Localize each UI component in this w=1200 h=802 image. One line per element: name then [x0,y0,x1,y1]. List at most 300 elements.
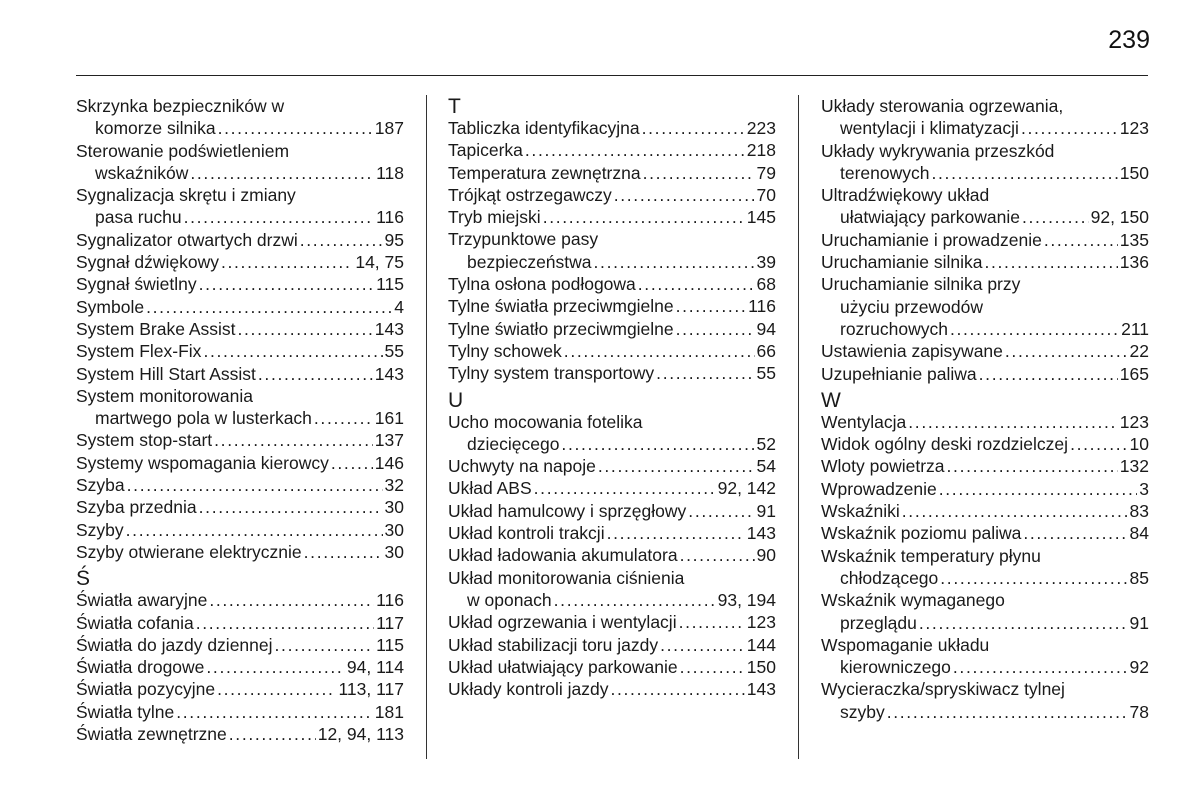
entry-term: Sygnał dźwiękowy [76,252,219,273]
index-entry [448,500,776,522]
index-column-2 [448,95,776,700]
entry-line [821,701,1149,723]
entry-page-ref: 39 [756,251,776,272]
dot-leader [127,474,383,496]
entry-line [821,411,1149,433]
dot-leader [214,429,373,451]
entry-page-ref: 66 [756,340,776,361]
dot-leader [908,411,1118,433]
entry-line [448,411,776,433]
entry-page-ref: 54 [756,456,776,477]
entry-term: System monitorowania [76,385,254,406]
dot-leader [919,612,1128,634]
entry-page-ref: 30 [384,541,404,562]
entry-line [448,522,776,544]
entry-page-ref: 12, 94, 113 [317,724,404,745]
dot-leader [676,295,746,317]
entry-term: kierowniczego [840,657,951,678]
dot-leader [126,519,383,541]
entry-page-ref: 135 [1119,229,1149,250]
entry-line [448,362,776,384]
dot-leader [614,184,755,206]
section-letter: T [448,95,461,118]
entry-term: Uruchamianie silnika przy [821,274,1021,295]
entry-line [448,455,776,477]
entry-line [821,251,1149,273]
dot-leader [643,162,755,184]
dot-leader [561,433,754,455]
entry-term: Wskaźnik poziomu paliwa [821,523,1022,544]
entry-page-ref: 123 [1119,411,1149,432]
entry-term: Uzupełnianie paliwa [821,363,977,384]
section-letter: Ś [76,567,91,591]
index-column-1 [76,95,404,745]
entry-page-ref: 145 [746,207,776,228]
column-divider-2 [798,95,799,759]
entry-page-ref: 113, 117 [338,679,404,700]
entry-page-ref: 14, 75 [355,252,404,273]
entry-page-ref: 143 [374,318,404,339]
index-entry [76,340,404,362]
entry-line [821,318,1149,340]
dot-leader [1044,229,1118,251]
entry-term: Układ ogrzewania i wentylacji [448,612,677,633]
entry-page-ref: 84 [1129,523,1149,544]
entry-page-ref: 143 [746,523,776,544]
entry-line [821,500,1149,522]
index-entry [76,656,404,678]
dot-leader [258,363,373,385]
entry-line [448,295,776,317]
dot-leader [680,544,755,566]
entry-term: Szyba przednia [76,497,197,518]
entry-line [821,634,1149,656]
entry-term: Układ kontroli trakcji [448,523,605,544]
index-entry [448,184,776,206]
entry-line [821,522,1149,544]
index-entry [76,273,404,295]
index-column-3 [821,95,1149,723]
entry-line [821,184,1149,206]
dot-leader [564,340,755,362]
entry-term: Systemy wspomagania kierowcy [76,452,329,473]
section-letter: W [821,388,841,412]
entry-line [448,611,776,633]
entry-page-ref: 92, 142 [717,478,776,499]
index-entry [448,411,776,456]
index-entry [821,340,1149,362]
entry-line [448,340,776,362]
index-entry [448,295,776,317]
entry-term: Światła tylne [76,701,175,722]
entry-line [76,229,404,251]
entry-page-ref: 4 [394,296,404,317]
entry-line [76,184,404,206]
entry-page-ref: 143 [746,679,776,700]
entry-page-ref: 94, 114 [346,657,404,678]
entry-term: martwego pola w lusterkach [95,408,312,429]
entry-line [448,184,776,206]
entry-line [821,229,1149,251]
entry-line [76,407,404,429]
index-entry [821,184,1149,229]
entry-term: Wskaźniki [821,501,900,522]
entry-line [448,656,776,678]
index-entry [448,340,776,362]
entry-page-ref: 132 [1119,456,1149,477]
entry-line [448,318,776,340]
entry-line [821,678,1149,700]
entry-line [76,363,404,385]
entry-line [76,385,404,407]
dot-leader [314,407,373,429]
entry-term: Ucho mocowania fotelika [448,411,643,432]
entry-line [76,296,404,318]
entry-line [448,567,776,589]
entry-line [76,117,404,139]
entry-line [76,541,404,563]
dot-leader [146,296,392,318]
entry-page-ref: 68 [756,274,776,295]
entry-term: Widok ogólny deski rozdzielczej [821,434,1069,455]
page-number: 239 [1108,26,1150,54]
entry-page-ref: 150 [746,656,776,677]
index-entry [76,519,404,541]
entry-line [821,567,1149,589]
entry-term: Wskaźnik wymaganego [821,590,1005,611]
dot-leader [984,251,1117,273]
entry-term: Symbole [76,296,145,317]
index-entry [821,273,1149,340]
dot-leader [184,206,375,228]
entry-term: w oponach [467,589,552,610]
entry-line [821,478,1149,500]
index-entry [76,140,404,185]
entry-line [448,162,776,184]
entry-term: wskaźników [95,162,189,183]
index-entry [448,544,776,566]
entry-line [76,95,404,117]
index-entry [76,251,404,273]
entry-page-ref: 116 [376,590,404,611]
entry-line [76,429,404,451]
entry-page-ref: 30 [384,519,404,540]
entry-term: Tryb miejski [448,207,541,228]
index-entry [448,522,776,544]
entry-term: Temperatura zewnętrzna [448,162,641,183]
index-entry [76,429,404,451]
entry-term: System stop-start [76,430,213,451]
dot-leader [203,340,382,362]
entry-term: Skrzynka bezpieczników w [76,96,285,116]
dot-leader [660,634,745,656]
entry-page-ref: 95 [384,229,404,250]
index-entry [448,117,776,139]
entry-term: Wspomaganie układu [821,634,990,655]
index-entry [448,318,776,340]
entry-line [821,273,1149,295]
entry-page-ref: 116 [748,296,776,317]
entry-term: Układ stabilizacji toru jazdy [448,634,659,655]
index-entry [448,162,776,184]
entry-page-ref: 137 [374,430,404,451]
index-entry [821,95,1149,140]
entry-line [821,162,1149,184]
index-entry [821,522,1149,544]
entry-line [821,117,1149,139]
index-entry [821,251,1149,273]
entry-page-ref: 22 [1129,341,1149,362]
entry-page-ref: 115 [376,634,404,655]
entry-term: Szyby otwierane elektrycznie [76,541,302,562]
entry-line [821,455,1149,477]
entry-term: Wycieraczka/spryskiwacz tylnej [821,679,1065,700]
entry-line [448,228,776,250]
entry-page-ref: 93, 194 [717,589,776,610]
entry-page-ref: 30 [384,497,404,518]
entry-line [76,340,404,362]
dot-leader [950,318,1119,340]
entry-page-ref: 187 [374,118,404,139]
index-entry [821,140,1149,185]
dot-leader [209,589,374,611]
entry-term: Tylny system transportowy [448,363,655,384]
dot-leader [218,117,373,139]
entry-page-ref: 144 [746,634,776,655]
entry-term: Wprowadzenie [821,478,937,499]
entry-line [76,519,404,541]
dot-leader [642,117,745,139]
index-entry [821,589,1149,634]
entry-page-ref: 10 [1129,434,1149,455]
dot-leader [607,522,745,544]
entry-term: Trójkąt ostrzegawczy [448,184,612,205]
dot-leader [676,318,755,340]
index-entry [448,634,776,656]
index-entry [76,385,404,430]
entry-term: ułatwiający parkowanie [840,207,1020,228]
index-entry [76,612,404,634]
index-entry [821,411,1149,433]
entry-page-ref: 136 [1119,252,1149,273]
entry-page-ref: 91 [1129,612,1149,633]
entry-line [821,589,1149,611]
entry-term: użyciu przewodów [840,296,983,317]
entry-term: chłodzącego [840,567,939,588]
entry-term: Sygnał świetlny [76,274,197,295]
index-entry [821,229,1149,251]
dot-leader [902,500,1128,522]
entry-term: wentylacji i klimatyzacji [840,118,1019,139]
dot-leader [176,701,373,723]
dot-leader [300,229,383,251]
entry-line [76,701,404,723]
entry-term: Ustawienia zapisywane [821,341,1003,362]
entry-line [448,206,776,228]
section-letter: U [448,388,464,412]
entry-line [76,162,404,184]
dot-leader [887,701,1128,723]
entry-page-ref: 55 [384,341,404,362]
header-rule [76,75,1148,76]
entry-term: Uchwyty na napoje [448,456,596,477]
index-entry [821,433,1149,455]
entry-term: Układ ładowania akumulatora [448,545,678,566]
entry-term: Tapicerka [448,140,523,161]
entry-term: Sygnalizator otwartych drzwi [76,229,298,250]
dot-leader [688,500,754,522]
index-entry [821,363,1149,385]
index-entry [76,701,404,723]
entry-line [76,496,404,518]
dot-leader [932,162,1118,184]
entry-term: Tylny schowek [448,340,562,361]
entry-term: dziecięcego [467,433,560,454]
entry-page-ref: 181 [374,701,404,722]
entry-line [448,273,776,295]
dot-leader [525,139,745,161]
entry-term: Światła awaryjne [76,590,208,611]
entry-line [821,656,1149,678]
dot-leader [221,251,353,273]
entry-term: System Flex-Fix [76,341,202,362]
entry-line [76,140,404,162]
entry-term: Tylna osłona podłogowa [448,274,636,295]
entry-term: Sterowanie podświetleniem [76,140,290,161]
dot-leader [543,206,745,228]
entry-line [448,251,776,273]
dot-leader [947,455,1118,477]
entry-term: Trzypunktowe pasy [448,229,599,250]
dot-leader [1005,340,1128,362]
index-entry [448,611,776,633]
entry-term: Tabliczka identyfikacyjna [448,118,640,138]
index-entry [76,318,404,340]
entry-term: Uruchamianie silnika [821,252,983,273]
entry-line [448,433,776,455]
index-entry [76,589,404,611]
entry-page-ref: 116 [376,207,404,228]
entry-page-ref: 55 [756,363,776,384]
index-entry [76,634,404,656]
entry-term: Układ ułatwiający parkowanie [448,656,678,677]
index-entry [76,452,404,474]
dot-leader [217,678,336,700]
entry-line [76,589,404,611]
entry-term: Uruchamianie i prowadzenie [821,229,1042,250]
entry-term: Szyby [76,519,124,540]
entry-page-ref: 223 [746,118,776,138]
dot-leader [275,634,375,656]
dot-leader [953,656,1128,678]
dot-leader [304,541,383,563]
entry-page-ref: 118 [376,162,404,183]
entry-term: Wskaźnik temperatury płynu [821,545,1041,566]
index-entry [448,362,776,384]
dot-leader [594,251,755,273]
entry-page-ref: 117 [376,612,404,633]
entry-term: System Hill Start Assist [76,363,256,384]
entry-line [821,545,1149,567]
entry-line [76,474,404,496]
index-entry [76,723,404,745]
entry-page-ref: 211 [1121,318,1149,339]
entry-page-ref: 94 [756,318,776,339]
entry-line [448,500,776,522]
index-entry [821,634,1149,679]
entry-term: Wentylacja [821,411,907,432]
index-entry [821,500,1149,522]
entry-term: Układy wykrywania przeszkód [821,140,1055,161]
entry-page-ref: 115 [376,274,404,295]
entry-line [76,206,404,228]
entry-page-ref: 161 [374,408,404,429]
entry-page-ref: 52 [756,433,776,454]
dot-leader [534,477,716,499]
entry-line [448,544,776,566]
entry-term: Światła pozycyjne [76,679,216,700]
entry-page-ref: 91 [756,500,776,521]
entry-page-ref: 92 [1129,657,1149,678]
entry-page-ref: 3 [1139,478,1149,499]
entry-term: bezpieczeństwa [467,251,592,272]
entry-term: Układ ABS [448,478,532,499]
index-entry [76,496,404,518]
dot-leader [679,611,745,633]
entry-page-ref: 143 [374,363,404,384]
index-entry [76,229,404,251]
entry-line [76,273,404,295]
entry-page-ref: 79 [756,162,776,183]
index-entry [821,678,1149,723]
entry-term: terenowych [840,162,930,183]
entry-line [821,296,1149,318]
index-entry [821,455,1149,477]
entry-term: Światła zewnętrzne [76,724,227,745]
entry-line [76,251,404,273]
index-entry [448,656,776,678]
dot-leader [199,273,374,295]
index-entry [821,545,1149,590]
dot-leader [979,363,1118,385]
dot-leader [1022,206,1089,228]
entry-term: Światła drogowe [76,657,205,678]
entry-page-ref: 150 [1119,162,1149,183]
entry-page-ref: 85 [1129,567,1149,588]
entry-term: Układ hamulcowy i sprzęgłowy [448,500,687,521]
entry-page-ref: 90 [756,545,776,566]
index-entry [76,363,404,385]
entry-line [448,477,776,499]
entry-line [821,140,1149,162]
index-entry [448,455,776,477]
dot-leader [940,567,1127,589]
entry-line [821,340,1149,362]
entry-term: Tylne światła przeciwmgielne [448,296,674,317]
entry-term: Wloty powietrza [821,456,945,477]
dot-leader [238,318,373,340]
entry-line [76,678,404,700]
entry-line [76,656,404,678]
entry-line [821,206,1149,228]
dot-leader [1023,522,1127,544]
entry-page-ref: 92, 150 [1090,207,1149,228]
dot-leader [206,656,345,678]
dot-leader [1021,117,1118,139]
index-entry [448,678,776,700]
entry-page-ref: 32 [384,475,404,496]
dot-leader [598,455,755,477]
